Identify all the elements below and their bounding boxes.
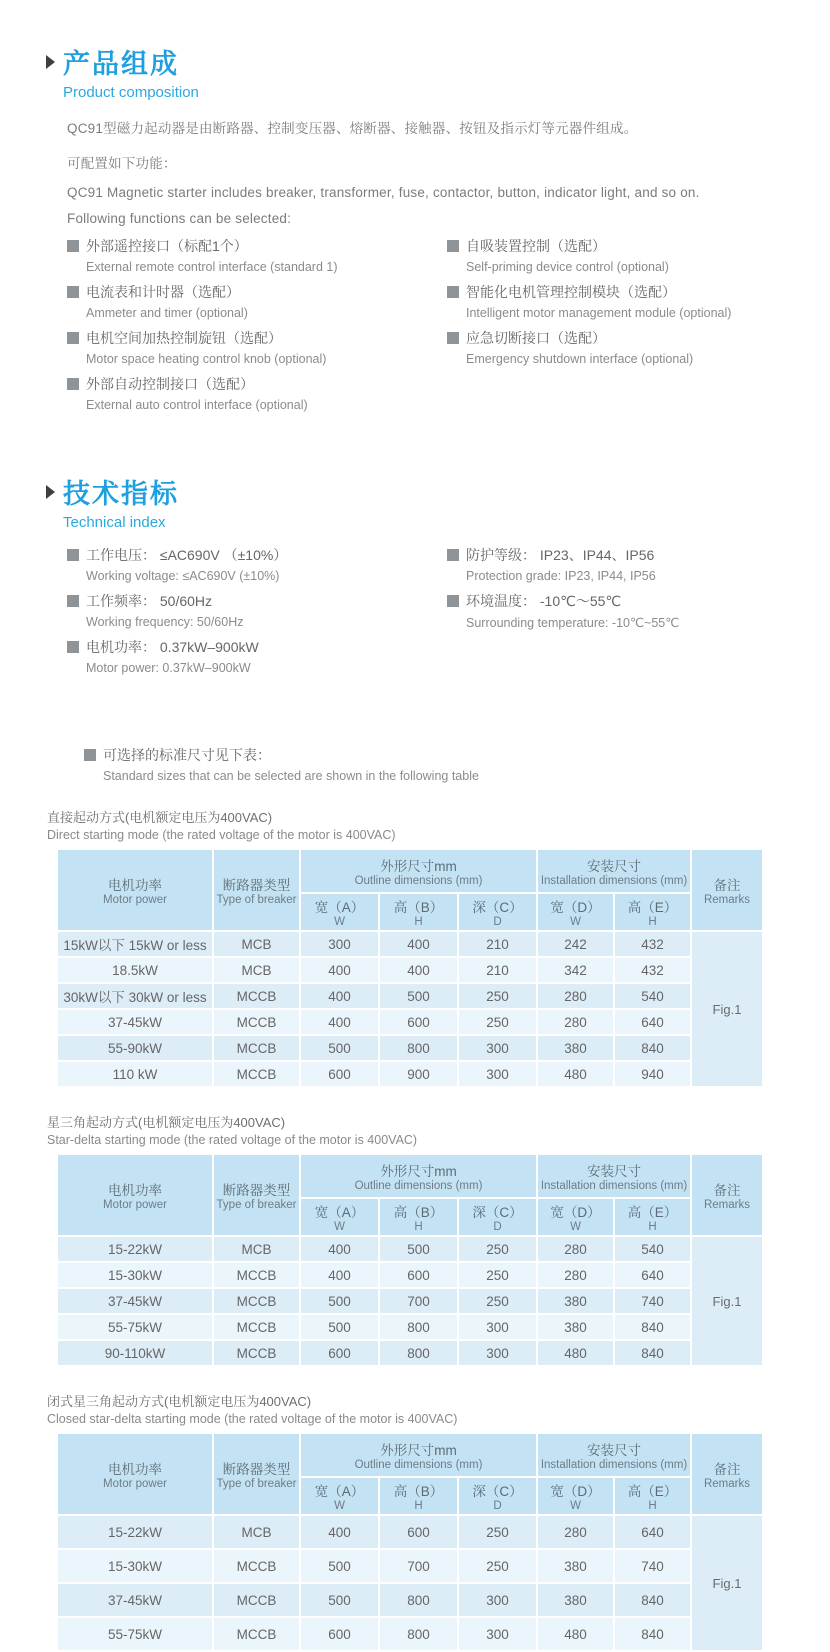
list-item: [447, 328, 787, 366]
table-cell: 280: [537, 1009, 614, 1035]
table-cell: MCB: [213, 1236, 300, 1262]
tables-container: [0, 807, 830, 1652]
section-title-zh: 技术指标: [63, 479, 179, 509]
square-bullet-icon: [447, 595, 459, 607]
header-depth-c: 深（C） D: [458, 1477, 537, 1515]
item-label-zh: 外部自动控制接口（选配）: [86, 376, 254, 392]
square-bullet-icon: [67, 378, 79, 390]
product-intro: [67, 117, 830, 226]
table-cell: 37-45kW: [57, 1009, 213, 1035]
table-cell: 600: [300, 1617, 379, 1651]
table-cell: 400: [379, 957, 458, 983]
table-cell: 250: [458, 983, 537, 1009]
header-breaker-type: 断路器类型 Type of breaker: [213, 849, 300, 931]
document-page: [0, 42, 830, 1652]
table-cell: 380: [537, 1583, 614, 1617]
table-caption-zh: 星三角起动方式(电机额定电压为400VAC): [47, 1115, 286, 1130]
table-cell: 800: [379, 1617, 458, 1651]
list-item: [67, 236, 447, 274]
square-bullet-icon: [84, 749, 96, 761]
intro-line: 可配置如下功能：: [67, 156, 177, 171]
table-cell: 250: [458, 1236, 537, 1262]
table-caption: [47, 807, 830, 842]
table-cell: MCCB: [213, 1549, 300, 1583]
table-cell: 30kW以下 30kW or less: [57, 983, 213, 1009]
square-bullet-icon: [447, 332, 459, 344]
table-cell: 480: [537, 1617, 614, 1651]
table-row: [57, 1236, 763, 1262]
item-label-zh: 防护等级： IP23、IP44、IP56: [466, 547, 655, 563]
spec-column-right: [447, 545, 787, 683]
table-caption-en: Star-delta starting mode (the rated voltage of the motor is 400VAC): [47, 1133, 418, 1147]
table-cell: 800: [379, 1583, 458, 1617]
dimensions-table: [56, 848, 764, 1088]
header-outline-dimensions: 外形尺寸mm Outline dimensions (mm): [300, 1433, 537, 1477]
table-cell: 500: [300, 1583, 379, 1617]
header-remarks: 备注 Remarks: [691, 849, 763, 931]
table-cell: MCCB: [213, 1288, 300, 1314]
section-product-composition: [46, 42, 830, 101]
section-title-zh: 产品组成: [63, 49, 179, 79]
square-bullet-icon: [67, 332, 79, 344]
section-title-en: Technical index: [63, 514, 166, 531]
table-cell: 15-30kW: [57, 1262, 213, 1288]
table-caption-zh: 直接起动方式(电机额定电压为400VAC): [47, 810, 273, 825]
list-item: [447, 545, 787, 583]
header-width-a: 宽（A） W: [300, 1198, 379, 1236]
table-cell: MCCB: [213, 1340, 300, 1366]
table-cell: 15-22kW: [57, 1236, 213, 1262]
table-cell: 300: [458, 1340, 537, 1366]
table-cell: 500: [300, 1314, 379, 1340]
table-body: [57, 1515, 763, 1651]
dimensions-table-block: [0, 1112, 830, 1367]
table-row: [57, 983, 763, 1009]
item-label-en: Working voltage: ≤AC690V (±10%): [86, 569, 280, 583]
item-label-en: Self-priming device control (optional): [466, 260, 669, 274]
table-cell: 400: [379, 931, 458, 957]
table-cell: MCB: [213, 957, 300, 983]
table-cell: 380: [537, 1035, 614, 1061]
table-cell: 300: [300, 931, 379, 957]
table-cell: 300: [458, 1617, 537, 1651]
table-cell: 342: [537, 957, 614, 983]
table-cell: 55-90kW: [57, 1035, 213, 1061]
header-height-e: 高（E） H: [614, 1477, 691, 1515]
table-row: [57, 1288, 763, 1314]
spec-column-left: [67, 545, 447, 683]
table-cell: 250: [458, 1549, 537, 1583]
table-cell: 250: [458, 1288, 537, 1314]
item-label-en: External remote control interface (standard 1): [86, 260, 338, 274]
table-cell: 400: [300, 1262, 379, 1288]
table-cell: 15-30kW: [57, 1549, 213, 1583]
table-cell: 242: [537, 931, 614, 957]
item-label-en: Working frequency: 50/60Hz: [86, 615, 244, 629]
table-row: [57, 1340, 763, 1366]
section-technical-index: [46, 472, 830, 531]
item-label-en: Motor space heating control knob (optional): [86, 352, 327, 366]
table-cell: 600: [379, 1262, 458, 1288]
table-row: [57, 957, 763, 983]
table-cell: 600: [379, 1515, 458, 1549]
table-cell: 250: [458, 1515, 537, 1549]
header-outline-dimensions: 外形尺寸mm Outline dimensions (mm): [300, 849, 537, 893]
section-title-en: Product composition: [63, 84, 199, 101]
list-item: [67, 637, 447, 675]
table-cell: 800: [379, 1035, 458, 1061]
item-label-zh: 工作电压： ≤AC690V （±10%）: [86, 547, 288, 563]
table-cell: 210: [458, 931, 537, 957]
table-cell: 800: [379, 1340, 458, 1366]
table-cell: 500: [300, 1288, 379, 1314]
table-cell: 432: [614, 957, 691, 983]
square-bullet-icon: [447, 549, 459, 561]
table-cell: 840: [614, 1035, 691, 1061]
item-label-en: Emergency shutdown interface (optional): [466, 352, 694, 366]
table-cell: 55-75kW: [57, 1314, 213, 1340]
table-cell: MCB: [213, 931, 300, 957]
remark-cell: Fig.1: [691, 1236, 763, 1366]
table-cell: 400: [300, 1515, 379, 1549]
remark-cell: Fig.1: [691, 931, 763, 1087]
table-row: [57, 1035, 763, 1061]
table-cell: MCCB: [213, 1583, 300, 1617]
table-cell: 280: [537, 1236, 614, 1262]
header-motor-power: 电机功率 Motor power: [57, 1154, 213, 1236]
dimensions-table-block: [0, 807, 830, 1088]
header-width-d: 宽（D） W: [537, 893, 614, 931]
table-caption: [47, 1391, 830, 1426]
note-zh: 可选择的标准尺寸见下表：: [103, 747, 271, 763]
item-label-en: Motor power: 0.37kW–900kW: [86, 661, 251, 675]
header-installation-dimensions: 安装尺寸 Installation dimensions (mm): [537, 849, 691, 893]
table-cell: 37-45kW: [57, 1288, 213, 1314]
table-cell: 900: [379, 1061, 458, 1087]
table-cell: MCCB: [213, 1262, 300, 1288]
table-cell: 250: [458, 1262, 537, 1288]
intro-line: QC91型磁力起动器是由断路器、控制变压器、熔断器、接触器、按钮及指示灯等元器件组成。: [67, 121, 638, 136]
table-cell: 740: [614, 1549, 691, 1583]
table-row: [57, 1009, 763, 1035]
triangle-bullet-icon: [46, 55, 55, 69]
table-row: [57, 931, 763, 957]
table-cell: 640: [614, 1262, 691, 1288]
table-caption-en: Closed star-delta starting mode (the rated voltage of the motor is 400VAC): [47, 1412, 458, 1426]
header-height-e: 高（E） H: [614, 1198, 691, 1236]
list-item: [67, 374, 447, 412]
item-label-en: Ammeter and timer (optional): [86, 306, 248, 320]
header-width-d: 宽（D） W: [537, 1198, 614, 1236]
intro-line: Following functions can be selected:: [67, 211, 292, 226]
table-cell: 600: [300, 1061, 379, 1087]
list-item: [67, 545, 447, 583]
header-height-b: 高（B） H: [379, 1477, 458, 1515]
table-cell: 480: [537, 1061, 614, 1087]
table-cell: MCCB: [213, 983, 300, 1009]
item-label-zh: 智能化电机管理控制模块（选配）: [466, 284, 676, 300]
table-cell: 37-45kW: [57, 1583, 213, 1617]
item-label-en: Protection grade: IP23, IP44, IP56: [466, 569, 656, 583]
spec-columns: [67, 545, 830, 683]
table-cell: 540: [614, 983, 691, 1009]
table-cell: 280: [537, 1515, 614, 1549]
table-cell: 400: [300, 957, 379, 983]
header-width-a: 宽（A） W: [300, 893, 379, 931]
list-item: [67, 591, 447, 629]
square-bullet-icon: [67, 595, 79, 607]
square-bullet-icon: [67, 549, 79, 561]
header-width-d: 宽（D） W: [537, 1477, 614, 1515]
table-body: [57, 1236, 763, 1366]
table-cell: 540: [614, 1236, 691, 1262]
table-row: [57, 1262, 763, 1288]
item-label-en: Intelligent motor management module (optional): [466, 306, 732, 320]
header-installation-dimensions: 安装尺寸 Installation dimensions (mm): [537, 1154, 691, 1198]
header-motor-power: 电机功率 Motor power: [57, 1433, 213, 1515]
table-cell: 740: [614, 1288, 691, 1314]
table-cell: 110 kW: [57, 1061, 213, 1087]
dimensions-table-block: [0, 1391, 830, 1652]
table-cell: 300: [458, 1061, 537, 1087]
table-cell: 600: [379, 1009, 458, 1035]
table-cell: 90-110kW: [57, 1340, 213, 1366]
table-caption: [47, 1112, 830, 1147]
table-cell: 840: [614, 1617, 691, 1651]
square-bullet-icon: [67, 641, 79, 653]
table-cell: 380: [537, 1549, 614, 1583]
header-breaker-type: 断路器类型 Type of breaker: [213, 1433, 300, 1515]
table-row: [57, 1583, 763, 1617]
table-cell: 400: [300, 1236, 379, 1262]
feature-columns: [67, 236, 830, 420]
table-cell: 700: [379, 1549, 458, 1583]
table-cell: 300: [458, 1035, 537, 1061]
list-item: [447, 282, 787, 320]
table-cell: 400: [300, 983, 379, 1009]
item-label-zh: 电机功率： 0.37kW–900kW: [86, 639, 259, 655]
remark-cell: Fig.1: [691, 1515, 763, 1651]
table-cell: 500: [300, 1035, 379, 1061]
table-cell: MCB: [213, 1515, 300, 1549]
table-cell: 500: [379, 983, 458, 1009]
item-label-zh: 电流表和计时器（选配）: [86, 284, 240, 300]
table-cell: MCCB: [213, 1617, 300, 1651]
list-item: [67, 282, 447, 320]
item-label-zh: 自吸装置控制（选配）: [466, 238, 606, 254]
item-label-en: Surrounding temperature: -10℃~55℃: [466, 616, 680, 630]
header-remarks: 备注 Remarks: [691, 1154, 763, 1236]
table-cell: MCCB: [213, 1061, 300, 1087]
header-height-e: 高（E） H: [614, 893, 691, 931]
table-row: [57, 1617, 763, 1651]
table-cell: 18.5kW: [57, 957, 213, 983]
item-label-zh: 应急切断接口（选配）: [466, 330, 606, 346]
table-cell: 640: [614, 1009, 691, 1035]
table-cell: 600: [300, 1340, 379, 1366]
table-cell: 840: [614, 1314, 691, 1340]
header-motor-power: 电机功率 Motor power: [57, 849, 213, 931]
table-cell: 500: [379, 1236, 458, 1262]
table-cell: 280: [537, 1262, 614, 1288]
table-cell: 300: [458, 1314, 537, 1340]
table-cell: 840: [614, 1583, 691, 1617]
table-row: [57, 1549, 763, 1583]
square-bullet-icon: [67, 286, 79, 298]
table-cell: 15kW以下 15kW or less: [57, 931, 213, 957]
header-width-a: 宽（A） W: [300, 1477, 379, 1515]
note-en: Standard sizes that can be selected are shown in the following table: [103, 769, 479, 783]
table-cell: 55-75kW: [57, 1617, 213, 1651]
table-row: [57, 1515, 763, 1549]
table-row: [57, 1314, 763, 1340]
square-bullet-icon: [67, 240, 79, 252]
square-bullet-icon: [447, 286, 459, 298]
item-label-zh: 工作频率： 50/60Hz: [86, 593, 213, 609]
table-cell: 380: [537, 1288, 614, 1314]
table-cell: 15-22kW: [57, 1515, 213, 1549]
table-cell: 400: [300, 1009, 379, 1035]
header-depth-c: 深（C） D: [458, 893, 537, 931]
square-bullet-icon: [447, 240, 459, 252]
feature-column-left: [67, 236, 447, 420]
header-height-b: 高（B） H: [379, 1198, 458, 1236]
item-label-zh: 电机空间加热控制旋钮（选配）: [86, 330, 282, 346]
header-installation-dimensions: 安装尺寸 Installation dimensions (mm): [537, 1433, 691, 1477]
header-remarks: 备注 Remarks: [691, 1433, 763, 1515]
table-cell: 500: [300, 1549, 379, 1583]
feature-column-right: [447, 236, 787, 420]
table-cell: 800: [379, 1314, 458, 1340]
dimensions-table: [56, 1432, 764, 1652]
table-cell: 840: [614, 1340, 691, 1366]
header-outline-dimensions: 外形尺寸mm Outline dimensions (mm): [300, 1154, 537, 1198]
list-item: [447, 591, 787, 630]
triangle-bullet-icon: [46, 485, 55, 499]
dimensions-table: [56, 1153, 764, 1367]
table-cell: 480: [537, 1340, 614, 1366]
table-cell: 380: [537, 1314, 614, 1340]
item-label-zh: 外部遥控接口（标配1个）: [86, 238, 248, 254]
item-label-zh: 环境温度： -10℃～55℃: [466, 593, 622, 609]
table-cell: MCCB: [213, 1035, 300, 1061]
table-row: [57, 1061, 763, 1087]
list-item: [447, 236, 787, 274]
table-cell: 940: [614, 1061, 691, 1087]
table-cell: 700: [379, 1288, 458, 1314]
table-caption-zh: 闭式星三角起动方式(电机额定电压为400VAC): [47, 1394, 312, 1409]
header-breaker-type: 断路器类型 Type of breaker: [213, 1154, 300, 1236]
table-cell: 300: [458, 1583, 537, 1617]
standard-sizes-note: [84, 745, 830, 783]
header-height-b: 高（B） H: [379, 893, 458, 931]
table-cell: 250: [458, 1009, 537, 1035]
table-cell: 280: [537, 983, 614, 1009]
table-cell: 210: [458, 957, 537, 983]
table-cell: MCCB: [213, 1314, 300, 1340]
header-depth-c: 深（C） D: [458, 1198, 537, 1236]
table-cell: 640: [614, 1515, 691, 1549]
table-cell: MCCB: [213, 1009, 300, 1035]
list-item: [67, 328, 447, 366]
table-caption-en: Direct starting mode (the rated voltage of the motor is 400VAC): [47, 828, 396, 842]
table-body: [57, 931, 763, 1087]
intro-line: QC91 Magnetic starter includes breaker, transformer, fuse, contactor, button, indicator light, and so on.: [67, 185, 700, 200]
item-label-en: External auto control interface (optional): [86, 398, 308, 412]
table-cell: 432: [614, 931, 691, 957]
